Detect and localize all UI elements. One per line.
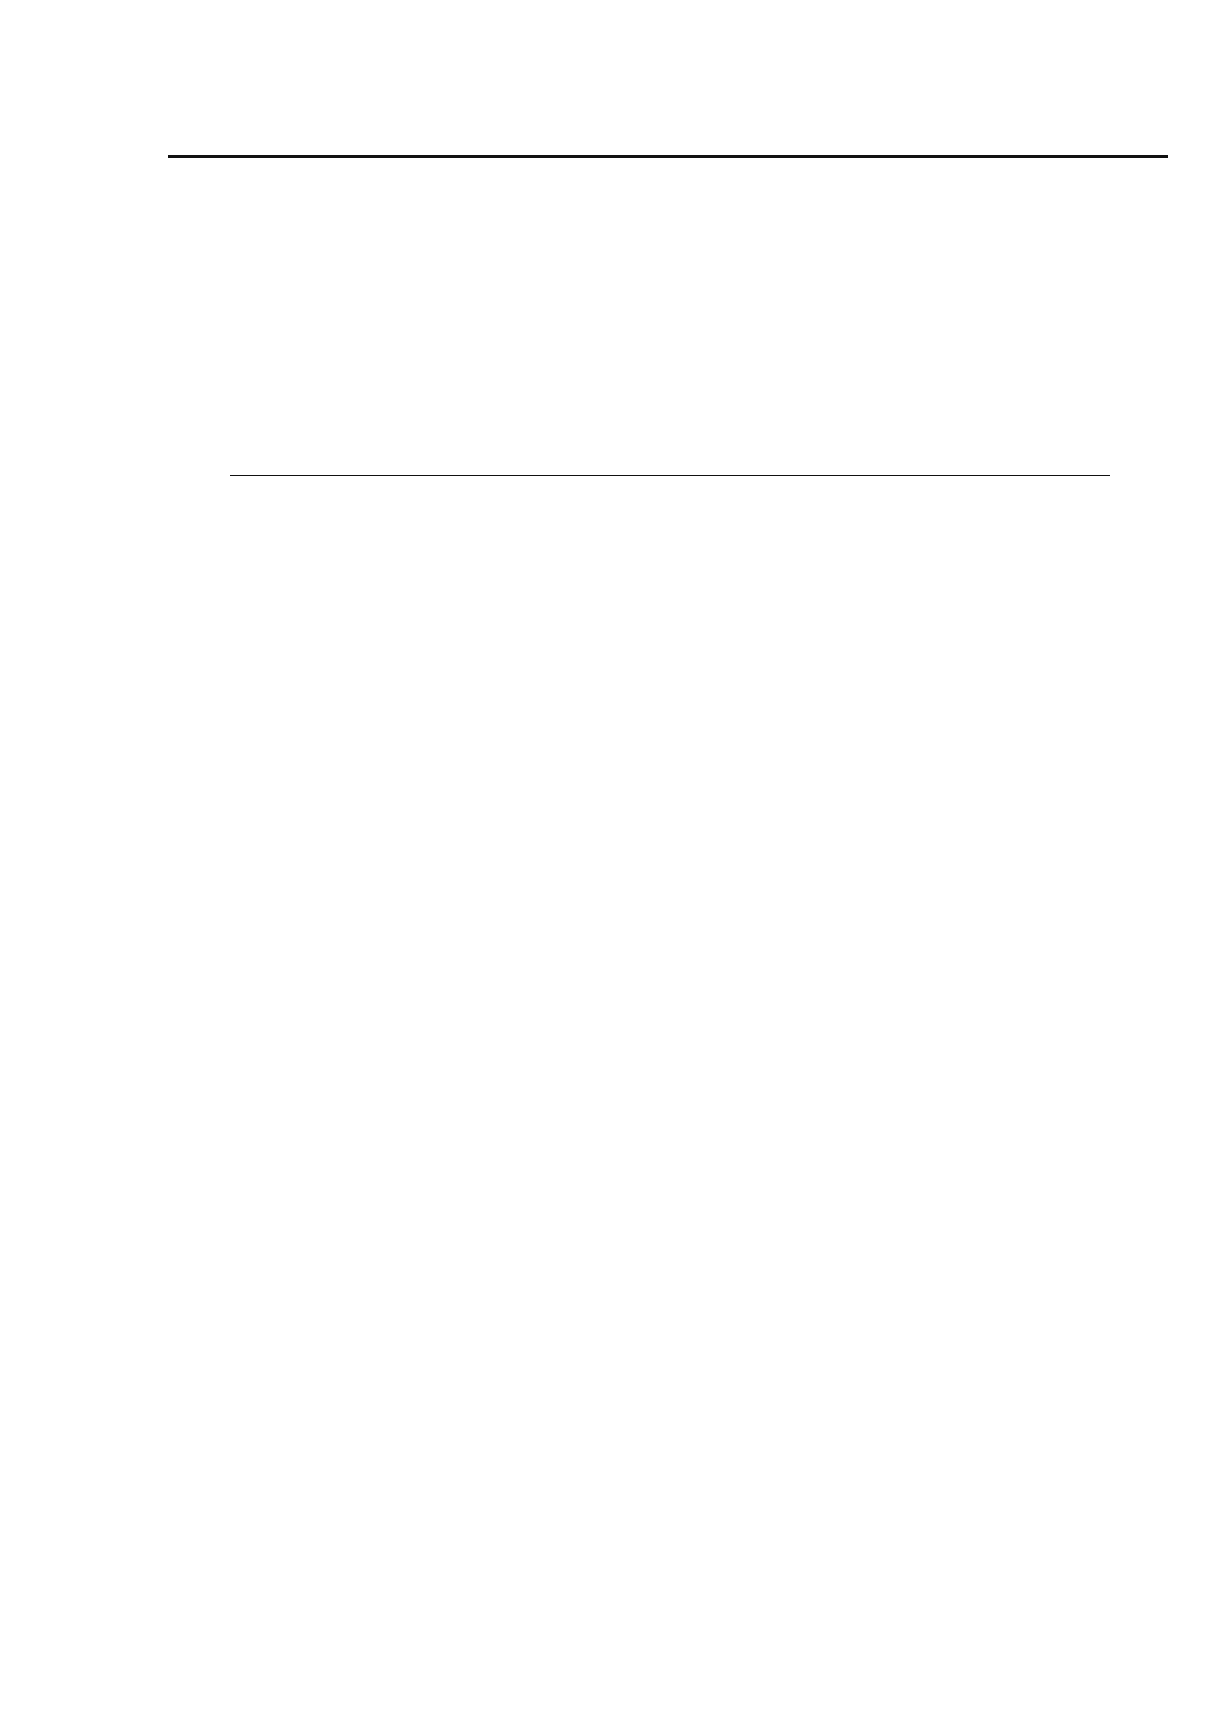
- header-rule: [168, 155, 1168, 158]
- page-header: [168, 96, 1168, 152]
- footnote-separator: [230, 475, 1110, 476]
- main-text: [170, 170, 1166, 466]
- footnotes: [168, 486, 1168, 1636]
